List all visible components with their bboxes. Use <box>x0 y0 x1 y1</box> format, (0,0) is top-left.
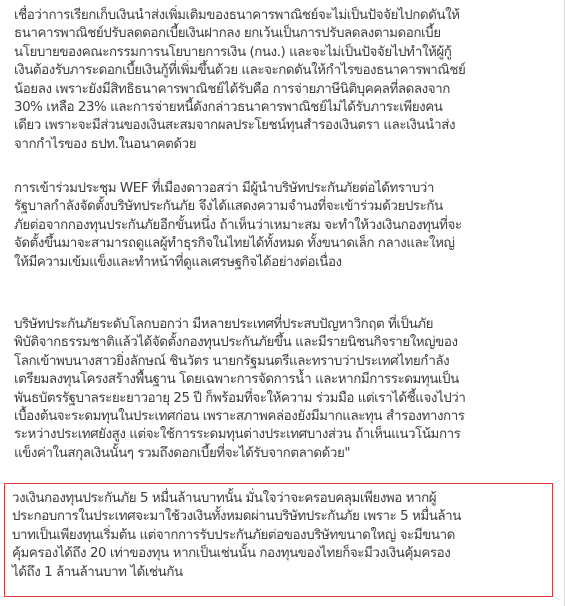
text-line: เงินต้องรับภาระดอกเบี้ยเงินกู้ที่เพิ่มขึ้นด้วย และจะกดดันให้กำไรของธนาคารพาณิชย์ <box>14 63 466 79</box>
text-line: 30% เหลือ 23% และการจ่ายหนี้ดังกล่าวธนาคารพาณิชย์ไม่ได้รับภาระเพียงคน <box>14 100 443 116</box>
text-line: พันธบัตรรัฐบาลระยะยาวอายุ 25 ปี ก็พร้อมที่จะให้ความ ร่วมมือ แต่เราได้ชี้แจงไปว่า <box>14 390 466 406</box>
text-line: บริษัทประกันภัยระดับโลกบอกว่า มีหลายประเทศที่ประสบปัญหาวิกฤต ที่เป็นภัย <box>14 317 434 332</box>
text-line: โลกเข้าพบนางสาวยิ่งลักษณ์ ชินวัตร นายกรัฐมนตรีและทราบว่าประเทศไทยกำลัง <box>14 353 450 369</box>
text-line: ระหว่างประเทศยังสูง แต่จะใช้การระดมทุนต่างประเทศบางส่วน ถ้าเห็นแนวโน้มการ <box>14 427 461 443</box>
text-line: เตรียมลงทุนโครงสร้างพื้นฐาน โดยเฉพาะการจัดการน้ำ และหากมีการระดมทุนเป็น <box>14 372 459 388</box>
text-line: ธนาคารพาณิชย์ปรับลดดอกเบี้ยเงินฝากลง ยกเว้นเป็นการปรับลดลงตามดอกเบี้ย <box>14 26 441 42</box>
paragraph-insurance-fund-highlighted <box>12 490 552 582</box>
text-line: น้อยลง เพราะยังมีสิทธิธนาคารพาณิชย์ได้รับคือ การจ่ายภาษีนิติบุคคลที่ลดลงจาก <box>14 81 450 97</box>
text-line: เดียว เพราะจะมีส่วนของเงินสะสมจากผลประโยชน์ทุนสำรองเงินตรา และเงินนำส่ง <box>14 118 456 134</box>
text-line: เบื้องต้นจะระดมทุนในประเทศก่อน เพราะสภาพคล่องยังมีมากและทุน สำรองทางการ <box>14 409 465 425</box>
text-line: คุ้มครองได้ถึง 20 เท่าของทุน หากเป็นเช่นนั้น กองทุนของไทยก็จะมีวงเงินคุ้มครอง <box>12 546 451 562</box>
text-line: จัดตั้งขึ้นมาจะสามารถดูแลผู้ทำธุรกิจในไทยได้ทั้งหมด ทั้งขนาดเล็ก กลางและใหญ่ <box>14 236 455 252</box>
text-line: บาทเป็นเพียงทุนเริ่มต้น แต่จากการรับประกันภัยต่อของบริษัทขนาดใหญ่ จะมีขนาด <box>12 527 455 543</box>
paragraph-bank-deposit <box>14 7 554 154</box>
text-line: ประกอบการในประเทศจะมาใช้วงเงินทั้งหมดผ่านบริษัทประกันภัย เพราะ 5 หมื่นล้าน <box>12 509 461 525</box>
text-line: วงเงินกองทุนประกันภัย 5 หมื่นล้านบาทนั้น มั่นใจว่าจะครอบคลุมเพียงพอ หากผู้ <box>12 491 437 506</box>
text-line: เชื่อว่าการเรียกเก็บเงินนำส่งเพิ่มเติมของธนาคารพาณิชย์จะไม่เป็นปัจจัยไปกดดันให้ <box>14 8 460 23</box>
text-line: ให้มีความเข้มแข็งและทำหน้าที่ดูแลเศรษฐกิจได้อย่างต่อเนื่อง <box>14 254 342 270</box>
text-line: พิบัติจากธรรมชาติแล้วได้จัดตั้งกองทุนประกันภัยขึ้น และมีรายนิชนกิจรายใหญ่ของ <box>14 335 458 351</box>
text-line: ภัยต่อจากกองทุนประกันภัยอีกขั้นหนึ่ง ถ้าเห็นว่าเหมาะสม จะทำให้วงเงินกองทุนที่จะ <box>14 217 462 233</box>
text-line: นโยบายของคณะกรรมการนโยบายการเงิน (กนง.) และจะไม่เป็นปัจจัยไปทำให้ผู้กู้ <box>14 44 452 60</box>
text-line: แข็งค่าในสกุลเงินนั้นๆ รวมถึงดอกเบี้ยที่จะได้รับจากตลาดด้วย" <box>14 445 351 461</box>
paragraph-wef-meeting <box>14 180 554 272</box>
text-line: รัฐบาลกำลังจัดตั้งบริษัทประกันภัย จึงได้แสดงความจำนงที่จะเข้าร่วมด้วยประกัน <box>14 199 443 215</box>
text-line: การเข้าร่วมประชุม WEF ที่เมืองดาวอสว่า มีผู้นำบริษัทประกันภัยต่อได้ทราบว่า <box>14 181 434 196</box>
text-line: ได้ถึง 1 ล้านล้านบาท ได้เช่นกัน <box>12 564 183 580</box>
text-line: จากกำไรของ ธปท.ในอนาคตด้วย <box>14 136 197 152</box>
paragraph-global-insurer <box>14 316 554 463</box>
